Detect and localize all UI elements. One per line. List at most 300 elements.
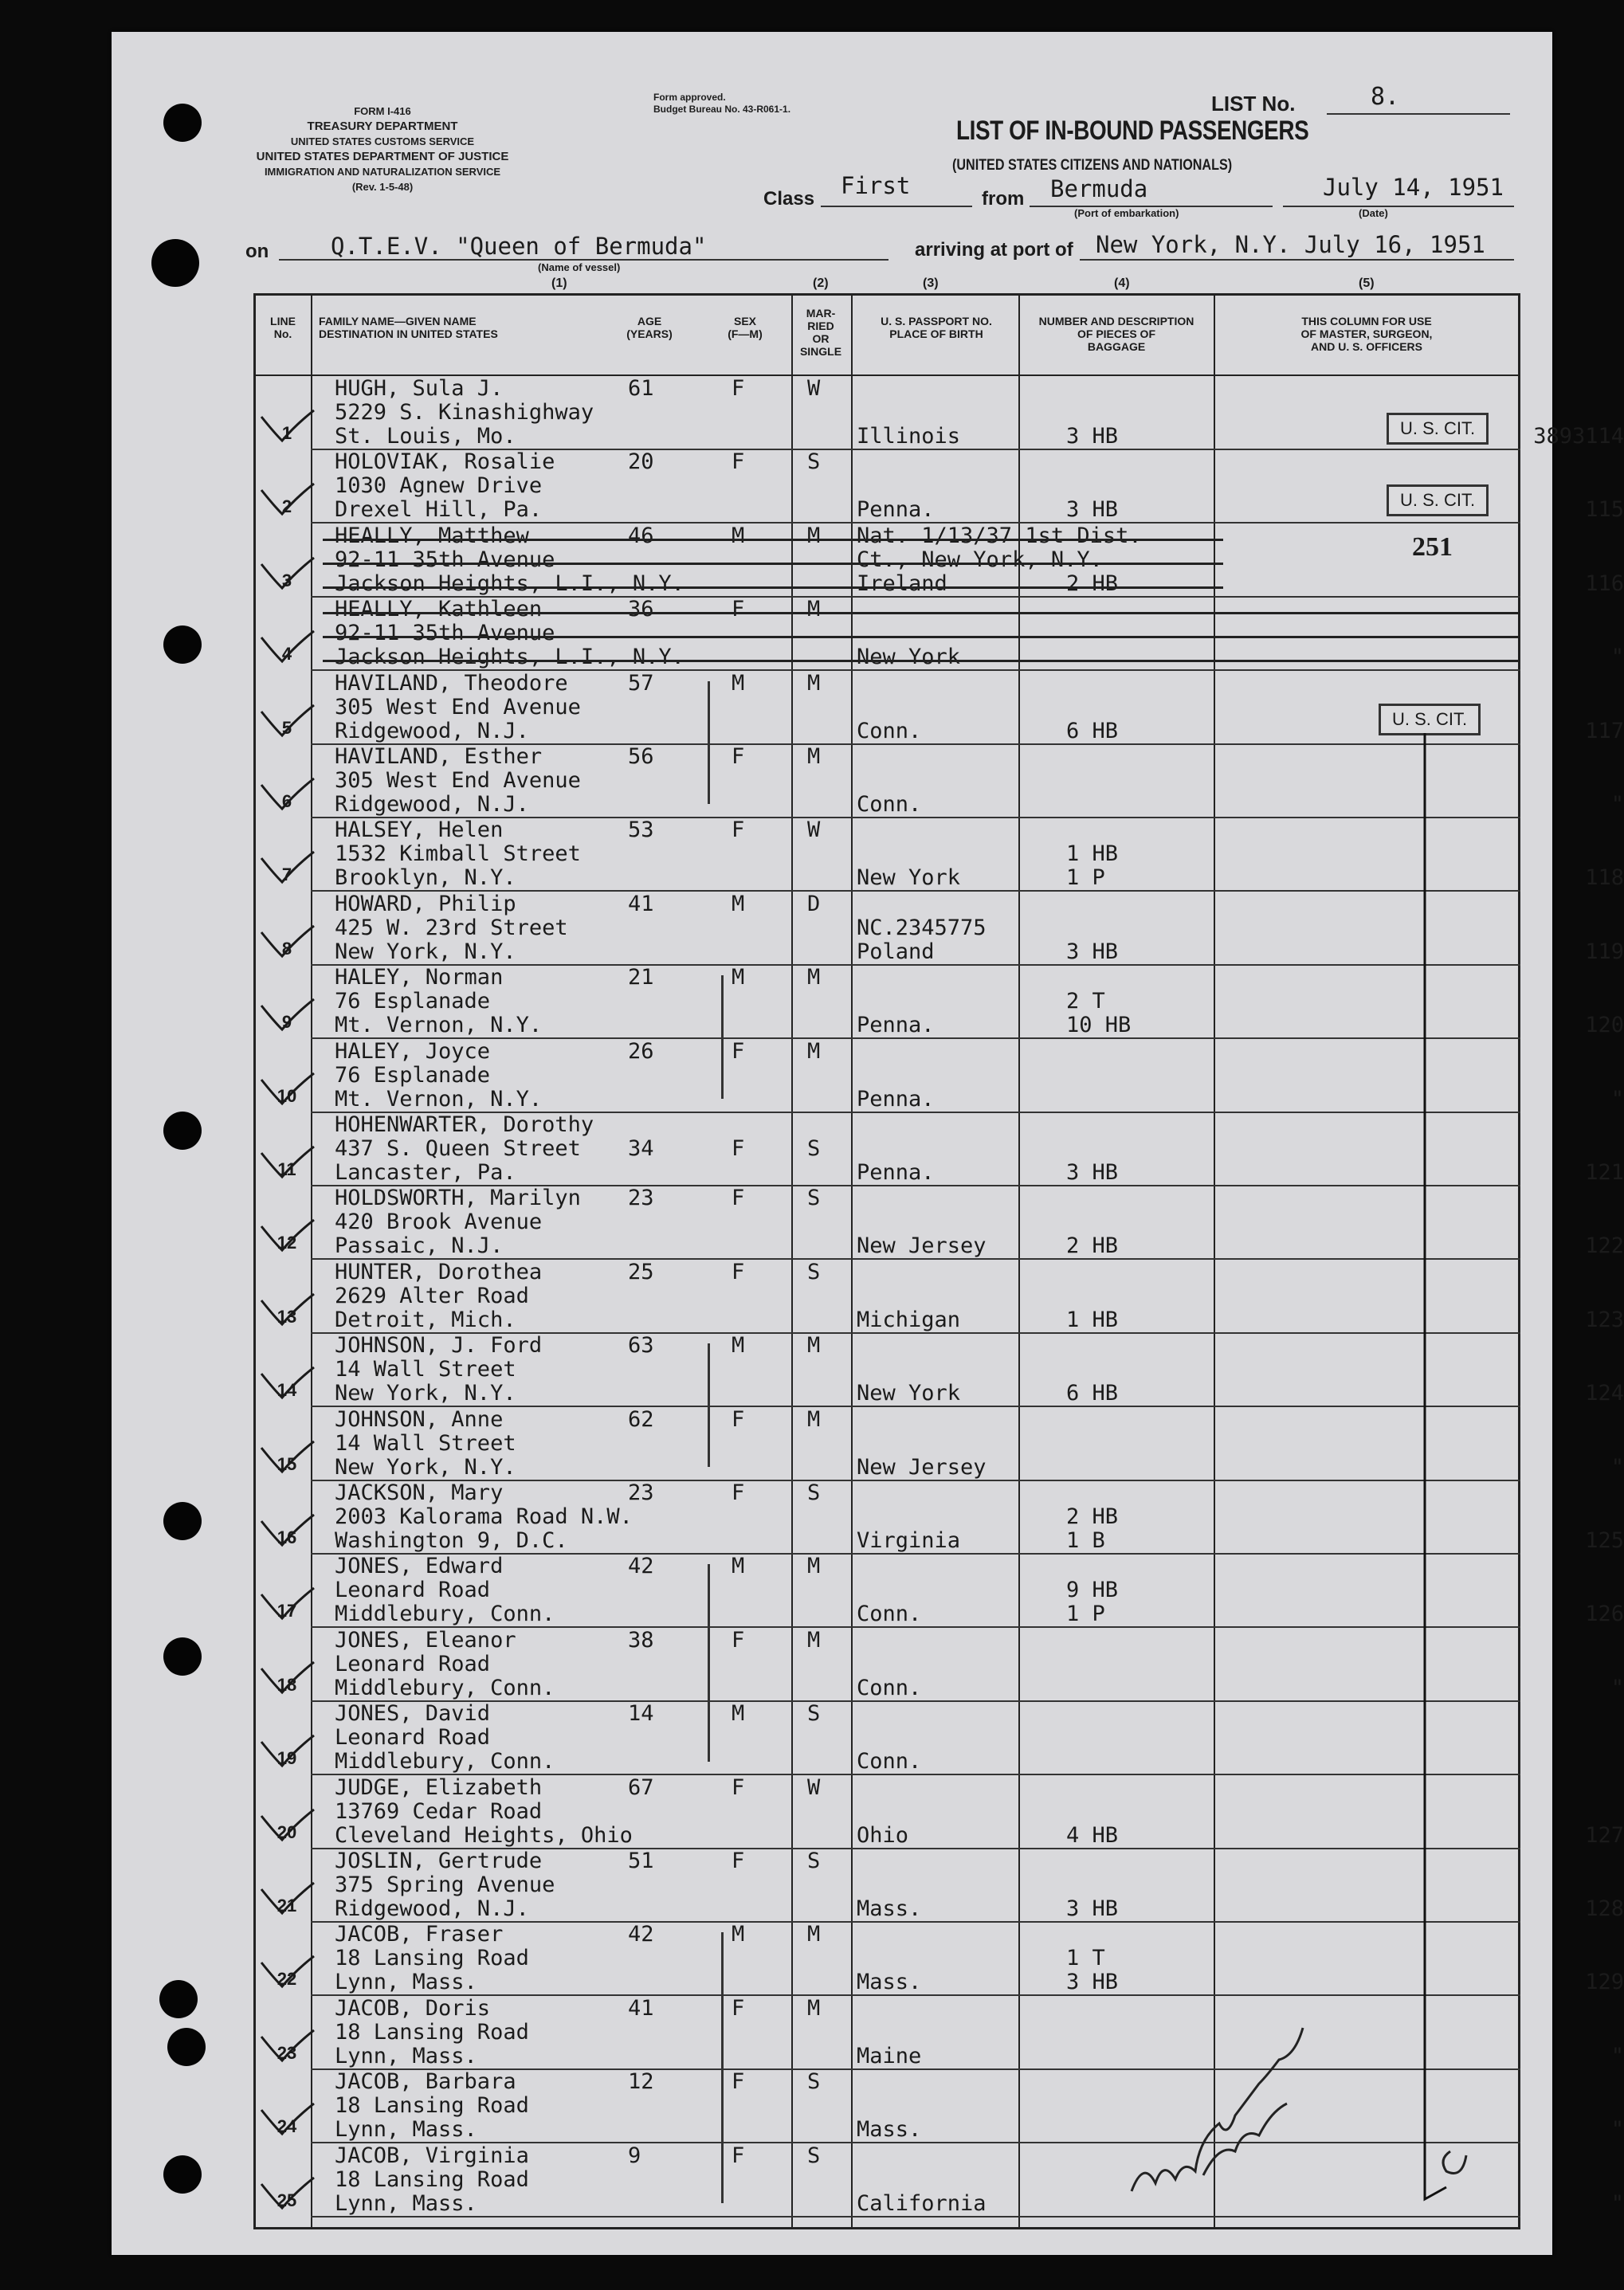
officer-entry: 123 <box>1585 1307 1624 1332</box>
passenger-name-address: JACKSON, Mary 2003 Kalorama Road N.W. Washington 9, D.C. <box>335 1480 633 1553</box>
family-bracket <box>708 1343 710 1467</box>
passenger-age: 46 <box>628 523 654 548</box>
on-label: on <box>245 241 269 262</box>
check-mark-icon <box>260 1072 316 1107</box>
passenger-name-address: JACOB, Fraser 18 Lansing Road Lynn, Mass. <box>335 1922 529 1995</box>
marital-status: W <box>807 818 821 843</box>
vessel-caption: (Name of vessel) <box>538 261 621 273</box>
passenger-age: 67 <box>628 1774 654 1800</box>
officer-entry: 124 <box>1585 1381 1624 1406</box>
passport-birthplace: Mass. <box>857 2117 922 2143</box>
family-bracket <box>708 681 710 805</box>
th-name: FAMILY NAME—GIVEN NAME DESTINATION IN UNITED STATES <box>319 315 498 340</box>
passenger-name-address: HOLDSWORTH, Marilyn 420 Brook Avenue Passaic, N.J. <box>335 1186 581 1259</box>
passenger-name-address: HAVILAND, Theodore 305 West End Avenue Ridgewood, N.J. <box>335 670 581 743</box>
line-number: 3 <box>281 570 292 590</box>
marital-status: W <box>807 1774 821 1800</box>
form-number: FORM I-416 <box>354 105 411 117</box>
officer-entry: 121 <box>1585 1160 1624 1185</box>
table-row <box>253 2143 1624 2217</box>
passenger-name-address: HALEY, Norman 76 Esplanade Mt. Vernon, N.Y. <box>335 965 543 1038</box>
passenger-sex: F <box>732 1480 745 1505</box>
justice-dept: UNITED STATES DEPARTMENT OF JUSTICE <box>256 150 509 163</box>
table-row <box>253 1480 1624 1555</box>
family-bracket <box>708 1564 710 1761</box>
officer-entry: 117 <box>1585 718 1624 743</box>
passenger-age: 26 <box>628 1038 654 1064</box>
check-mark-icon <box>260 2102 316 2137</box>
passenger-sex: F <box>732 449 745 475</box>
passport-birthplace: New Jersey <box>857 1454 987 1480</box>
line-number: 13 <box>277 1306 297 1327</box>
passport-birthplace: Conn. <box>857 718 922 743</box>
officer-entry: 129 <box>1585 1970 1624 1995</box>
punch-hole <box>163 1502 202 1540</box>
table-row <box>253 376 1624 450</box>
check-mark-icon <box>260 777 316 812</box>
passenger-name-address: JOHNSON, Anne 14 Wall Street New York, N.Y. <box>335 1406 516 1480</box>
passport-birthplace: Mass. <box>857 1970 922 1995</box>
line-number: 17 <box>277 1601 297 1621</box>
passenger-name-address: JONES, Edward Leonard Road Middlebury, Conn. <box>335 1554 555 1627</box>
passenger-age: 34 <box>628 1136 654 1161</box>
th-passport: U. S. PASSPORT NO. PLACE OF BIRTH <box>881 315 992 340</box>
marital-status: S <box>807 449 821 475</box>
passenger-sex: F <box>732 818 745 843</box>
passport-birthplace: California <box>857 2190 987 2216</box>
passenger-age: 56 <box>628 744 654 769</box>
line-number: 18 <box>277 1674 297 1695</box>
marital-status: M <box>807 1038 821 1064</box>
check-mark-icon <box>260 704 316 739</box>
passenger-age: 25 <box>628 1259 654 1284</box>
marital-status: S <box>807 1186 821 1211</box>
officer-entry: 116 <box>1585 571 1624 596</box>
passenger-sex: M <box>732 1333 745 1359</box>
officer-entry: " <box>1610 2043 1624 2068</box>
passport-birthplace: Maine <box>857 2043 922 2068</box>
baggage-description: 2 HB <box>1066 571 1119 596</box>
officer-entry: " <box>1610 1675 1624 1700</box>
agency-header <box>159 104 606 194</box>
baggage-description: 4 HB <box>1066 1822 1119 1848</box>
ins-service: IMMIGRATION AND NATURALIZATION SERVICE <box>264 166 501 178</box>
passenger-age: 61 <box>628 376 654 401</box>
passenger-age: 41 <box>628 1995 654 2021</box>
passenger-age: 12 <box>628 2069 654 2095</box>
marital-status: S <box>807 1701 821 1727</box>
passenger-name-address: JONES, David Leonard Road Middlebury, Conn. <box>335 1701 555 1774</box>
passenger-age: 38 <box>628 1627 654 1653</box>
class-value: First <box>841 172 911 199</box>
col-num-2: (2) <box>813 276 829 290</box>
marital-status: M <box>807 1627 821 1653</box>
passenger-age: 63 <box>628 1333 654 1359</box>
passenger-sex: M <box>732 1554 745 1579</box>
table-row <box>253 1774 1624 1849</box>
punch-hole <box>163 2155 202 2194</box>
check-mark-icon <box>260 1881 316 1916</box>
punch-hole <box>167 2028 206 2066</box>
form-approved: Form approved. <box>653 92 726 103</box>
line-number: 10 <box>277 1085 297 1106</box>
passenger-sex: M <box>732 965 745 990</box>
customs-service: UNITED STATES CUSTOMS SERVICE <box>290 135 475 147</box>
baggage-description: 2 T 10 HB <box>1066 989 1132 1038</box>
table-row <box>253 1554 1624 1628</box>
baggage-description: 3 HB <box>1066 939 1119 964</box>
marital-status: S <box>807 1259 821 1284</box>
th-sex: SEX (F—M) <box>728 315 763 340</box>
check-mark-icon <box>260 482 316 517</box>
passenger-sex: M <box>732 891 745 916</box>
officer-entry: 118 <box>1585 865 1624 891</box>
class-label: Class <box>763 188 815 210</box>
th-line-no: LINE No. <box>270 315 296 340</box>
th-baggage: NUMBER AND DESCRIPTION OF PIECES OF BAGGAGE <box>1038 315 1194 353</box>
check-mark-icon <box>260 1586 316 1621</box>
passenger-sex: F <box>732 1627 745 1653</box>
punch-hole <box>163 1637 202 1676</box>
passenger-age: 42 <box>628 1554 654 1579</box>
line-number: 20 <box>277 1821 297 1842</box>
officer-entry: " <box>1610 645 1624 670</box>
passport-birthplace: Nat. 1/13/37 1st Dist. Ct., New York, N.Y. Ireland <box>857 523 1142 596</box>
marital-status: M <box>807 670 821 696</box>
line-number: 15 <box>277 1453 297 1474</box>
check-mark-icon <box>260 1734 316 1769</box>
passenger-sex: M <box>732 1922 745 1947</box>
passport-birthplace: Illinois <box>857 424 961 449</box>
check-mark-icon <box>260 1808 316 1843</box>
date-value: July 14, 1951 <box>1323 174 1504 201</box>
passenger-age: 51 <box>628 1849 654 1873</box>
baggage-description: 3 HB <box>1066 424 1119 449</box>
marital-status: M <box>807 744 821 769</box>
passenger-name-address: JACOB, Doris 18 Lansing Road Lynn, Mass. <box>335 1995 529 2068</box>
passport-birthplace: Penna. <box>857 1013 935 1038</box>
officer-entry: 128 <box>1585 1896 1624 1921</box>
check-mark-icon <box>260 924 316 959</box>
passenger-name-address: HUNTER, Dorothea 2629 Alter Road Detroit, Mich. <box>335 1259 543 1332</box>
check-mark-icon <box>260 1440 316 1475</box>
table-row <box>253 744 1624 818</box>
passport-birthplace: Penna. <box>857 1160 935 1185</box>
passenger-age: 42 <box>628 1922 654 1947</box>
line-number: 5 <box>281 717 292 738</box>
passenger-sex: F <box>732 2143 745 2168</box>
list-no-line <box>1327 113 1510 115</box>
passenger-sex: F <box>732 2069 745 2095</box>
line-number: 19 <box>277 1748 297 1769</box>
form-approval <box>653 92 790 116</box>
from-label: from <box>982 188 1025 210</box>
passenger-sex: M <box>732 523 745 548</box>
passenger-name-address: JACOB, Virginia 18 Lansing Road Lynn, Mass. <box>335 2143 529 2216</box>
marital-status: D <box>807 891 821 916</box>
marital-status: S <box>807 1849 821 1873</box>
check-mark-icon <box>260 2176 316 2211</box>
check-mark-icon <box>260 1661 316 1696</box>
passport-birthplace: NC.2345775 Poland <box>857 915 987 964</box>
baggage-description: 6 HB <box>1066 718 1119 743</box>
table-row <box>253 891 1624 966</box>
table-row <box>253 1627 1624 1702</box>
baggage-description: 3 HB <box>1066 1896 1119 1921</box>
from-caption: (Port of embarkation) <box>1074 207 1179 219</box>
passenger-sex: F <box>732 1259 745 1284</box>
date-caption: (Date) <box>1359 207 1388 219</box>
line-number: 1 <box>281 423 292 443</box>
baggage-description: 2 HB 1 B <box>1066 1504 1119 1553</box>
line-number: 8 <box>281 938 292 959</box>
passport-birthplace: Conn. <box>857 792 922 817</box>
passenger-sex: F <box>732 1995 745 2021</box>
passenger-sex: F <box>732 1038 745 1064</box>
marital-status: S <box>807 1480 821 1505</box>
line-number: 24 <box>277 2116 297 2137</box>
passenger-name-address: HEALLY, Matthew 92-11 35th Avenue Jackson Heights, L.I., N.Y. <box>335 523 685 596</box>
arrival-value: New York, N.Y. July 16, 1951 <box>1096 231 1485 258</box>
baggage-description: 1 T 3 HB <box>1066 1946 1119 1995</box>
passport-birthplace: New York <box>857 645 961 670</box>
passenger-sex: F <box>732 597 745 622</box>
us-citizen-stamp: U. S. CIT. <box>1379 704 1481 735</box>
officer-entry: 120 <box>1585 1013 1624 1038</box>
line-number: 21 <box>277 1896 297 1916</box>
passenger-name-address: HOHENWARTER, Dorothy 437 S. Queen Street Lancaster, Pa. <box>335 1112 594 1185</box>
line-number: 9 <box>281 1012 292 1033</box>
row-divider <box>311 2216 1520 2217</box>
col-num-3: (3) <box>923 276 939 290</box>
passenger-sex: F <box>732 1406 745 1432</box>
passport-birthplace: Michigan <box>857 1307 961 1332</box>
passport-birthplace: Penna. <box>857 1086 935 1112</box>
passenger-name-address: JONES, Eleanor Leonard Road Middlebury, Conn. <box>335 1627 555 1700</box>
passport-birthplace: New York <box>857 865 961 891</box>
us-citizen-stamp: U. S. CIT. <box>1387 484 1489 516</box>
passenger-age: 57 <box>628 670 654 696</box>
officer-entry: " <box>1610 1086 1624 1112</box>
passenger-age: 62 <box>628 1406 654 1432</box>
passenger-name-address: HOLOVIAK, Rosalie 1030 Agnew Drive Drexel Hill, Pa. <box>335 449 555 523</box>
table-row <box>253 2069 1624 2143</box>
strike-line <box>323 539 1223 541</box>
punch-hole <box>163 1112 202 1150</box>
officer-entry: " <box>1610 2190 1624 2216</box>
table-row <box>253 1406 1624 1481</box>
arriving-label: arriving at port of <box>915 239 1073 261</box>
table-row <box>253 449 1624 523</box>
baggage-description: 1 HB 1 P <box>1066 841 1119 891</box>
strike-line <box>323 612 1518 614</box>
table-row <box>253 1186 1624 1260</box>
list-no-value: 8. <box>1371 83 1400 111</box>
passport-birthplace: Ohio <box>857 1822 909 1848</box>
passenger-age: 53 <box>628 818 654 843</box>
budget-bureau: Budget Bureau No. 43-R061-1. <box>653 104 791 115</box>
check-mark-icon <box>260 629 316 665</box>
passenger-sex: F <box>732 1849 745 1873</box>
marital-status: M <box>807 523 821 548</box>
line-number: 25 <box>277 2190 297 2210</box>
document-subtitle: (UNITED STATES CITIZENS AND NATIONALS) <box>952 157 1233 174</box>
baggage-description: 1 HB <box>1066 1307 1119 1332</box>
table-row <box>253 1702 1520 1775</box>
passenger-sex: F <box>732 1186 745 1211</box>
passenger-age: 23 <box>628 1186 654 1211</box>
check-mark-icon <box>260 1292 316 1327</box>
passport-birthplace: Penna. <box>857 497 935 523</box>
punch-hole <box>151 239 199 287</box>
check-mark-icon <box>260 1955 316 1990</box>
date-line <box>1283 206 1514 207</box>
officer-entry: " <box>1610 1454 1624 1480</box>
line-number: 11 <box>277 1159 296 1179</box>
marital-status: M <box>807 965 821 990</box>
passenger-sex: M <box>732 1701 745 1727</box>
baggage-description: 3 HB <box>1066 1160 1119 1185</box>
class-line <box>821 206 972 207</box>
passenger-age: 41 <box>628 891 654 916</box>
revision: (Rev. 1-5-48) <box>351 181 414 193</box>
th-age: AGE (YEARS) <box>626 315 673 340</box>
vessel-name: Q.T.E.V. "Queen of Bermuda" <box>331 233 707 260</box>
marital-status: S <box>807 2143 821 2168</box>
line-number: 12 <box>277 1233 297 1253</box>
check-mark-icon <box>260 409 316 444</box>
passenger-name-address: HALSEY, Helen 1532 Kimball Street Brooklyn, N.Y. <box>335 818 581 891</box>
marital-status: S <box>807 2069 821 2095</box>
baggage-description: 3 HB <box>1066 497 1119 523</box>
passenger-sex: M <box>732 670 745 696</box>
family-bracket <box>721 1932 724 2203</box>
table-row <box>253 1038 1624 1113</box>
officer-entry: 3893114 <box>1533 424 1624 449</box>
line-number: 16 <box>277 1527 297 1547</box>
passenger-age: 23 <box>628 1480 654 1505</box>
check-mark-icon <box>260 850 316 885</box>
passenger-sex: F <box>732 1136 745 1161</box>
table-row <box>253 818 1624 892</box>
marital-status: M <box>807 1333 821 1359</box>
marital-status: M <box>807 1922 821 1947</box>
table-row <box>253 965 1624 1039</box>
list-no-label: LIST No. <box>1211 92 1296 116</box>
passenger-name-address: JOHNSON, J. Ford 14 Wall Street New York, N.Y. <box>335 1333 543 1406</box>
check-mark-icon <box>260 1513 316 1548</box>
th-officers: THIS COLUMN FOR USE OF MASTER, SURGEON, AND U. S. OFFICERS <box>1300 315 1433 353</box>
document-title: LIST OF IN-BOUND PASSENGERS <box>956 116 1309 146</box>
marital-status: M <box>807 597 821 622</box>
officer-entry: 122 <box>1585 1233 1624 1259</box>
baggage-description: 6 HB <box>1066 1381 1119 1406</box>
passenger-sex: F <box>732 376 745 401</box>
strike-line <box>323 636 1518 638</box>
passenger-age: 14 <box>628 1701 654 1727</box>
marital-status: M <box>807 1995 821 2021</box>
strike-line <box>323 586 1223 589</box>
check-mark-icon <box>260 998 316 1033</box>
passport-birthplace: Conn. <box>857 1749 922 1774</box>
table-row <box>253 1849 1624 1923</box>
table-row <box>253 1922 1624 1996</box>
th-married: MAR- RIED OR SINGLE <box>799 307 842 358</box>
table-row <box>253 1995 1624 2070</box>
officer-entry: 127 <box>1585 1822 1624 1848</box>
col-num-1: (1) <box>551 276 567 290</box>
officer-entry: 125 <box>1585 1528 1624 1553</box>
passport-birthplace: New York <box>857 1381 961 1406</box>
passenger-age: 21 <box>628 965 654 990</box>
family-bracket <box>721 975 724 1099</box>
strike-line <box>323 563 1223 565</box>
passport-birthplace: Virginia <box>857 1528 961 1553</box>
officer-entry: 119 <box>1585 939 1624 964</box>
line-number: 4 <box>281 644 292 665</box>
officer-entry: " <box>1610 792 1624 817</box>
table-row <box>253 670 1624 745</box>
passenger-name-address: JACOB, Barbara 18 Lansing Road Lynn, Mass. <box>335 2069 529 2143</box>
table-row <box>253 1259 1624 1334</box>
passenger-name-address: HOWARD, Philip 425 W. 23rd Street New York, N.Y. <box>335 891 568 964</box>
us-citizen-stamp: U. S. CIT. <box>1387 413 1489 445</box>
check-mark-icon <box>260 1218 316 1253</box>
line-number: 22 <box>277 1969 297 1990</box>
officer-entry: 126 <box>1585 1602 1624 1627</box>
officer-entry: " <box>1610 2117 1624 2143</box>
line-number: 23 <box>277 2042 297 2063</box>
check-mark-icon <box>260 1145 316 1180</box>
passenger-age: 20 <box>628 449 654 475</box>
baggage-description: 9 HB 1 P <box>1066 1578 1119 1627</box>
strike-line <box>323 660 1518 662</box>
passenger-sex: F <box>732 1774 745 1800</box>
marital-status: S <box>807 1136 821 1161</box>
punch-hole <box>159 1980 198 2018</box>
passenger-name-address: JUDGE, Elizabeth 13769 Cedar Road Cleveland Heights, Ohio <box>335 1774 633 1848</box>
punch-hole <box>163 625 202 664</box>
passport-birthplace: Conn. <box>857 1602 922 1627</box>
line-number: 6 <box>281 791 292 811</box>
col-num-4: (4) <box>1114 276 1130 290</box>
line-number: 14 <box>277 1380 297 1401</box>
table-row <box>253 1333 1624 1407</box>
passport-birthplace: New Jersey <box>857 1233 987 1259</box>
annotation-251: 251 <box>1412 532 1453 562</box>
passenger-name-address: HAVILAND, Esther 305 West End Avenue Ridgewood, N.J. <box>335 744 581 817</box>
treasury-dept: TREASURY DEPARTMENT <box>307 120 458 133</box>
table-row <box>253 1112 1624 1186</box>
passport-birthplace: Conn. <box>857 1675 922 1700</box>
check-mark-icon <box>260 556 316 591</box>
passenger-age: 9 <box>628 2143 641 2168</box>
arrival-line <box>1080 259 1514 261</box>
line-number: 2 <box>281 496 292 517</box>
officer-entry: 115 <box>1585 497 1624 523</box>
passenger-age: 36 <box>628 597 654 622</box>
passenger-name-address: JOSLIN, Gertrude 375 Spring Avenue Ridgewood, N.J. <box>335 1849 555 1921</box>
passport-birthplace: Mass. <box>857 1896 922 1921</box>
passenger-name-address: HALEY, Joyce 76 Esplanade Mt. Vernon, N.Y. <box>335 1038 543 1112</box>
col-num-5: (5) <box>1359 276 1375 290</box>
line-number: 7 <box>281 865 292 885</box>
passenger-name-address: HEALLY, Kathleen 92-11 35th Avenue Jackson Heights, L.I., N.Y. <box>335 597 685 670</box>
passenger-sex: F <box>732 744 745 769</box>
baggage-description: 2 HB <box>1066 1233 1119 1259</box>
check-mark-icon <box>260 2029 316 2064</box>
passenger-name-address: HUGH, Sula J. 5229 S. Kinashighway St. Louis, Mo. <box>335 376 594 449</box>
